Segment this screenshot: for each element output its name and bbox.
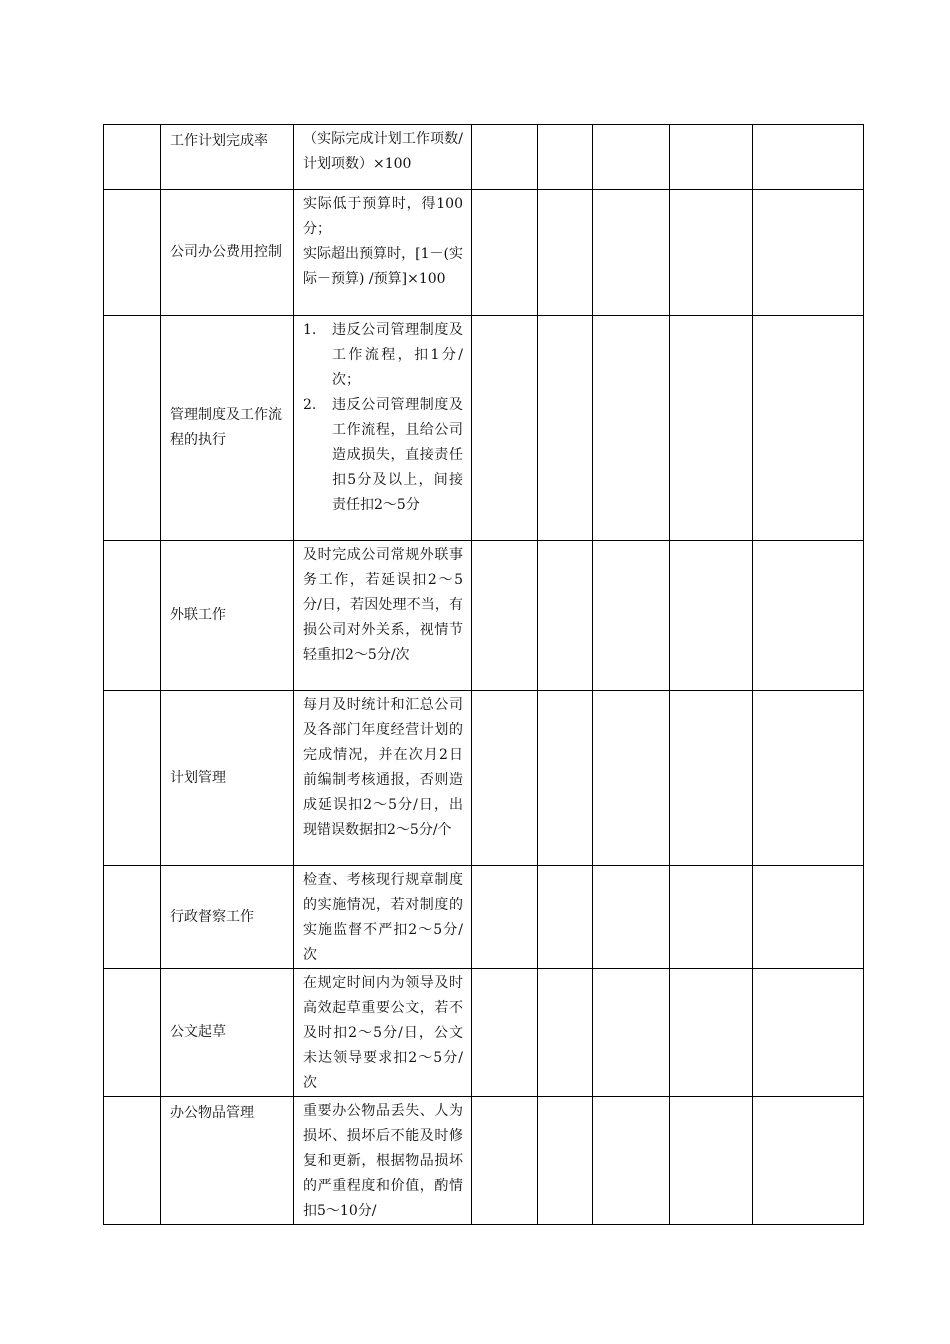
table-row [104, 316, 864, 541]
list-number: 1. [303, 322, 317, 338]
desc-cell [294, 316, 472, 541]
item-name: 管理制度及工作流程的执行 [170, 407, 282, 448]
table-row [104, 190, 864, 316]
empty-cell [104, 866, 161, 969]
empty-cell [753, 316, 864, 541]
empty-cell [753, 125, 864, 190]
kpi-table [103, 124, 864, 1225]
desc-text: （实际完成计划工作项数/计划项数）×100 [303, 131, 463, 172]
item-name: 计划管理 [170, 769, 226, 786]
table-row [104, 125, 864, 190]
item-name: 外联工作 [170, 607, 226, 623]
empty-cell [472, 316, 538, 541]
empty-cell [538, 969, 593, 1097]
list-item [303, 393, 463, 518]
empty-cell [104, 316, 161, 541]
desc-text: 检查、考核现行规章制度的实施情况，若对制度的实施监督不严扣2～5分/次 [303, 872, 463, 963]
item-cell [161, 316, 294, 541]
desc-text: 及时完成公司常规外联事务工作，若延误扣2～5分/日，若因处理不当，有损公司对外关系，视情节轻重扣2～5分/次 [303, 547, 463, 663]
empty-cell [472, 541, 538, 691]
empty-cell [538, 541, 593, 691]
desc-cell [294, 1097, 472, 1225]
empty-cell [538, 190, 593, 316]
desc-cell [294, 691, 472, 866]
table-row [104, 691, 864, 866]
empty-cell [753, 866, 864, 969]
empty-cell [472, 691, 538, 866]
empty-cell [538, 316, 593, 541]
desc-cell [294, 969, 472, 1097]
empty-cell [593, 125, 670, 190]
empty-cell [753, 691, 864, 866]
desc-text: 重要办公物品丢失、人为损坏、损坏后不能及时修复和更新，根据物品损坏的严重程度和价值，酌情扣5～10分/ [303, 1103, 463, 1219]
empty-cell [753, 541, 864, 691]
empty-cell [753, 1097, 864, 1225]
list-text: 违反公司管理制度及工作流程，扣1分/次； [332, 322, 463, 388]
empty-cell [670, 969, 753, 1097]
item-name: 公文起草 [170, 1024, 226, 1040]
empty-cell [753, 190, 864, 316]
empty-cell [472, 190, 538, 316]
empty-cell [593, 691, 670, 866]
table-row [104, 541, 864, 691]
empty-cell [104, 1097, 161, 1225]
empty-cell [593, 316, 670, 541]
empty-cell [593, 866, 670, 969]
empty-cell [753, 969, 864, 1097]
list-text: 违反公司管理制度及工作流程，且给公司造成损失，直接责任扣5分及以上，间接责任扣2～5分 [332, 397, 463, 513]
desc-cell [294, 541, 472, 691]
empty-cell [472, 1097, 538, 1225]
table-row [104, 969, 864, 1097]
item-name: 公司办公费用控制 [170, 244, 282, 260]
item-name: 行政督察工作 [170, 908, 254, 925]
empty-cell [104, 541, 161, 691]
empty-cell [593, 541, 670, 691]
table-row [104, 1097, 864, 1225]
empty-cell [538, 691, 593, 866]
desc-text: 实际低于预算时，得100分； [303, 196, 463, 237]
empty-cell [472, 969, 538, 1097]
desc-text: 在规定时间内为领导及时高效起草重要公文，若不及时扣2～5分/日，公文未达领导要求扣2～5分/次 [303, 975, 463, 1091]
empty-cell [538, 866, 593, 969]
empty-cell [593, 969, 670, 1097]
list-number: 2. [303, 397, 317, 413]
empty-cell [670, 691, 753, 866]
empty-cell [104, 125, 161, 190]
item-cell [161, 125, 294, 190]
empty-cell [104, 190, 161, 316]
empty-cell [670, 190, 753, 316]
desc-text: 实际超出预算时，[1－(实际－预算) /预算]×100 [303, 246, 463, 287]
empty-cell [670, 541, 753, 691]
desc-cell [294, 190, 472, 316]
item-name: 办公物品管理 [170, 1105, 254, 1121]
item-cell [161, 969, 294, 1097]
empty-cell [593, 190, 670, 316]
item-cell [161, 541, 294, 691]
empty-cell [538, 1097, 593, 1225]
item-cell [161, 1097, 294, 1225]
empty-cell [472, 866, 538, 969]
empty-cell [670, 1097, 753, 1225]
empty-cell [670, 866, 753, 969]
empty-cell [593, 1097, 670, 1225]
empty-cell [538, 125, 593, 190]
desc-cell [294, 125, 472, 190]
empty-cell [472, 125, 538, 190]
desc-cell [294, 866, 472, 969]
empty-cell [104, 969, 161, 1097]
empty-cell [670, 316, 753, 541]
list-item [303, 318, 463, 393]
empty-cell [670, 125, 753, 190]
item-cell [161, 190, 294, 316]
item-name: 工作计划完成率 [170, 133, 268, 149]
desc-text: 每月及时统计和汇总公司及各部门年度经营计划的完成情况，并在次月2日前编制考核通报，否则造成延误扣2～5分/日，出现错误数据扣2～5分/个 [303, 697, 463, 838]
table-row [104, 866, 864, 969]
item-cell [161, 866, 294, 969]
item-cell [161, 691, 294, 866]
empty-cell [104, 691, 161, 866]
